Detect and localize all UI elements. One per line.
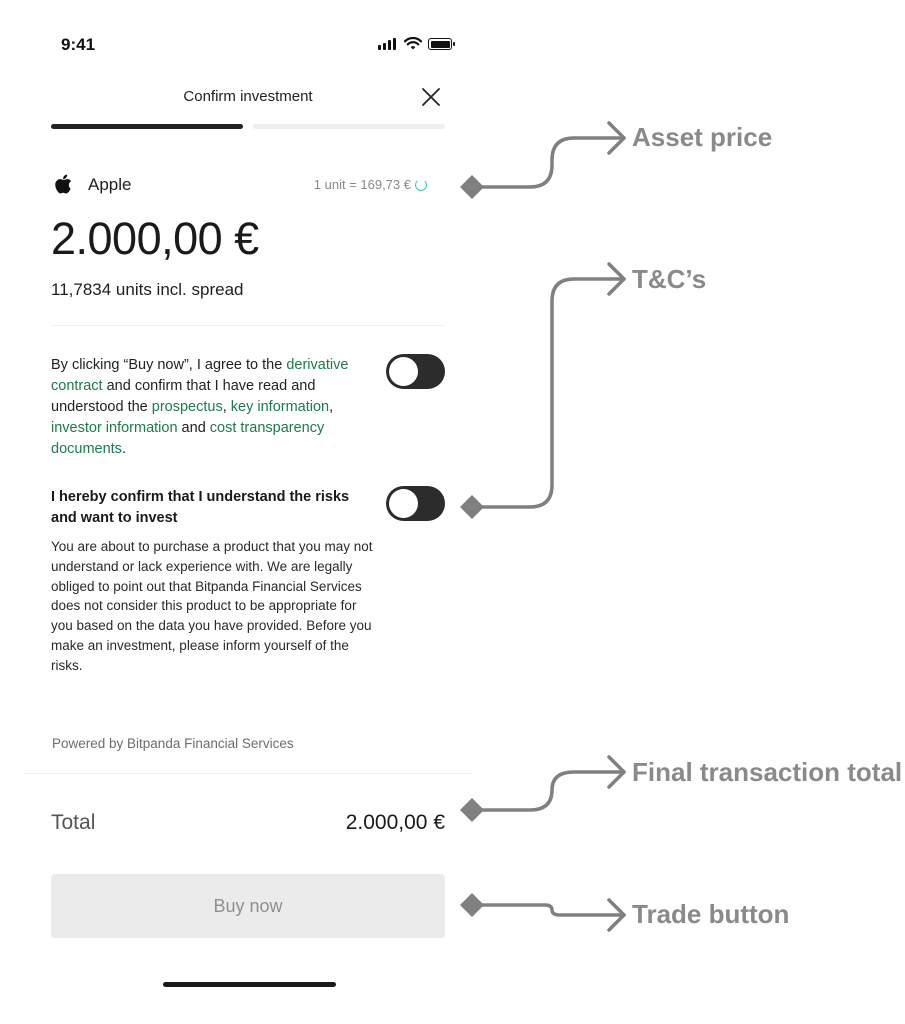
- divider: [51, 325, 445, 326]
- total-value: 2.000,00 €: [345, 811, 445, 834]
- investment-units: 11,7834 units incl. spread: [51, 280, 244, 299]
- final-total-arrowhead: [609, 757, 624, 787]
- close-icon[interactable]: [420, 86, 442, 108]
- toggle-knob: [389, 489, 418, 518]
- terms-toggle[interactable]: [386, 354, 445, 389]
- cost-transparency-link[interactable]: cost transparency documents: [51, 420, 325, 457]
- status-icons: [378, 36, 458, 52]
- progress-step-complete: [51, 124, 243, 129]
- investor-information-link[interactable]: investor information: [51, 420, 178, 436]
- home-indicator: [163, 982, 336, 987]
- toggle-knob: [389, 357, 418, 386]
- terms-text-part: ,: [222, 399, 231, 415]
- trade-button-arrow: [474, 905, 624, 915]
- prospectus-link[interactable]: prospectus: [151, 399, 223, 415]
- progress-step-pending: [253, 124, 445, 129]
- wifi-icon: [404, 37, 422, 51]
- tcs-arrowhead: [609, 264, 624, 294]
- asset-unit-price: [314, 177, 427, 192]
- annotation-tcs: T&C’s: [632, 264, 707, 294]
- terms-text-part: and confirm that I have read and understood the: [51, 378, 316, 415]
- risk-toggle[interactable]: [386, 486, 445, 521]
- asset-price-arrowhead: [609, 123, 624, 153]
- loading-spinner-icon: [415, 179, 427, 191]
- risk-warning-text: You are about to purchase a product that you may not understand or lack experience with. We are legally obliged to point out that Bitpanda Financial Services does not consider this product to be appropriate for you based on the data you have provided. Before you make an investment, please inform yourself of the risks.: [51, 539, 373, 673]
- risk-confirmation-title: I hereby confirm that I understand the risks and want to invest: [51, 489, 350, 526]
- terms-text-part: ,: [329, 399, 334, 415]
- terms-agreement-text: [51, 355, 371, 460]
- tcs-arrow: [474, 279, 624, 507]
- status-time: 9:41: [61, 35, 96, 54]
- investment-amount: 2.000,00 €: [51, 213, 259, 264]
- terms-text-part: and: [177, 420, 210, 436]
- trade-button-arrowhead: [609, 900, 624, 930]
- buy-now-button[interactable]: Buy now: [51, 874, 445, 938]
- key-information-link[interactable]: key information: [230, 399, 330, 415]
- phone-screen: [24, 0, 472, 1024]
- asset-price-arrow: [474, 138, 624, 187]
- asset-name: Apple: [88, 175, 132, 194]
- final-total-arrow: [474, 772, 624, 810]
- unit-price-text: 1 unit = 169,73 €: [313, 177, 411, 192]
- battery-icon: [428, 38, 452, 50]
- annotation-asset-price: Asset price: [632, 122, 773, 152]
- progress-bar: [51, 124, 445, 129]
- terms-text-part: By clicking “Buy now”, I agree to the: [51, 357, 287, 373]
- page-title: Confirm investment: [183, 88, 313, 105]
- total-label: Total: [51, 811, 96, 834]
- annotation-trade-button: Trade button: [632, 899, 790, 929]
- annotation-final-total: Final transaction total: [632, 757, 903, 787]
- terms-text-part: .: [121, 441, 126, 457]
- apple-icon: [55, 174, 73, 194]
- divider: [24, 773, 472, 774]
- powered-by-text: Powered by Bitpanda Financial Services: [52, 736, 294, 751]
- derivative-contract-link[interactable]: derivative contract: [51, 357, 349, 394]
